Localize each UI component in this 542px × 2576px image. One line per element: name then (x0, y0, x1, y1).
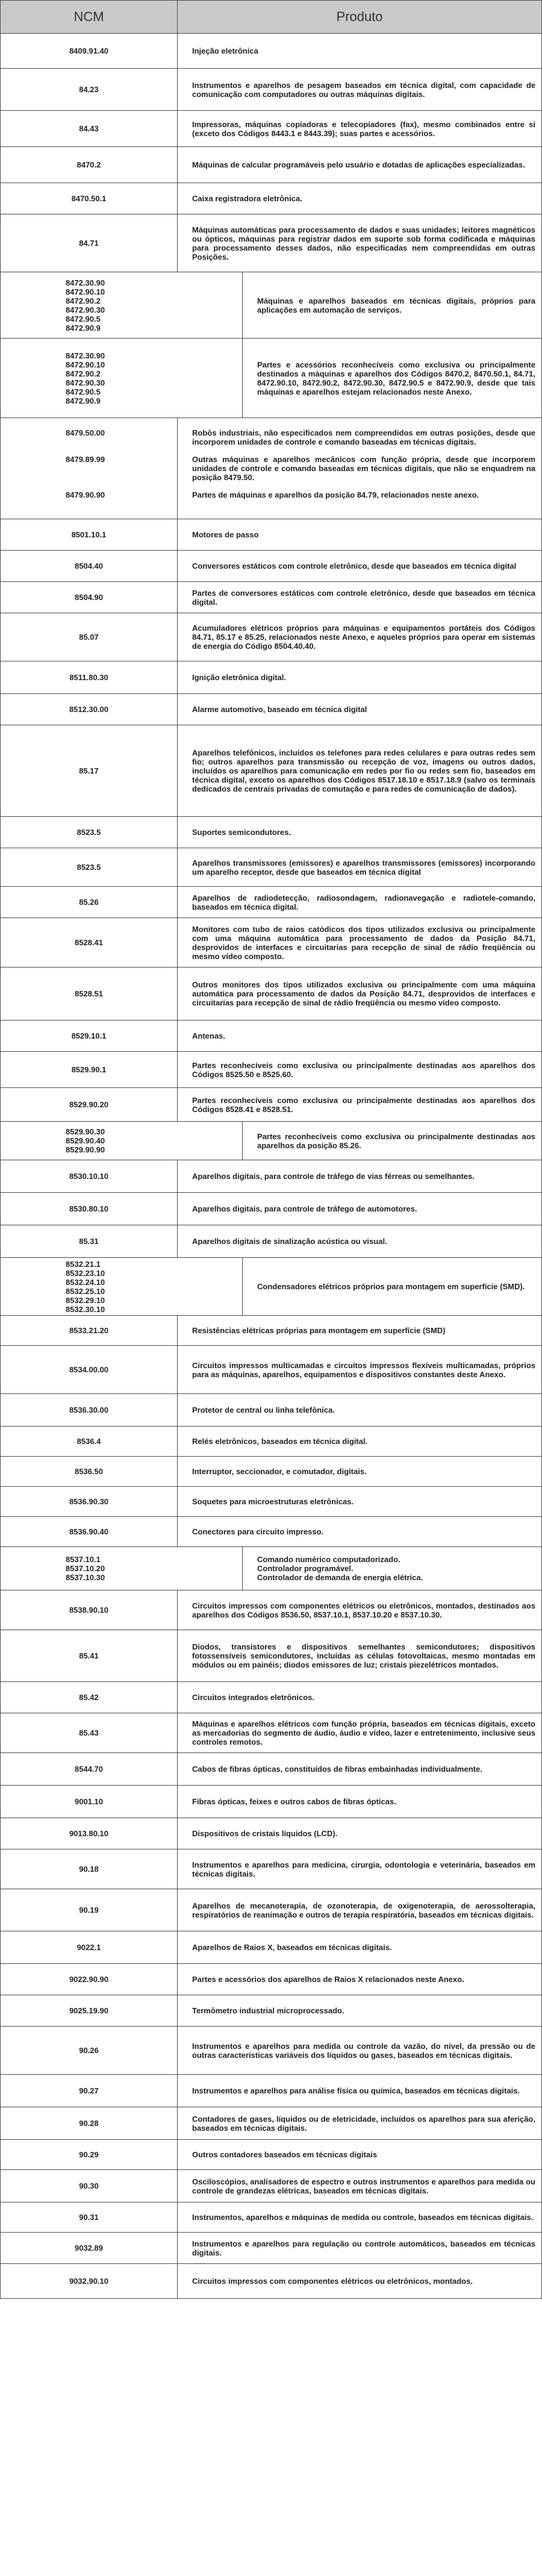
ncm-cell (1, 1316, 178, 1345)
produto-text: Partes e acessórios reconhecíveis como exclusiva ou principalmente destinados a máquinas e aparelhos dos Códigos 8470.2, 8470.50.1, 84.71, 8472.90.10, 8472.90.2, 8472.90.30, 8472.90.5 e 8472.90.9, desde que tais máquinas e aparelhos estejam relacionados neste Anexo. (257, 360, 535, 396)
ncm-code: 8529.10.1 (71, 1031, 107, 1040)
ncm-cell (1, 613, 178, 661)
ncm-cell (1, 1995, 178, 2026)
produto-cell (243, 272, 541, 338)
ncm-code: 8479.50.00 (66, 428, 105, 437)
ncm-cell (1, 1786, 178, 1818)
ncm-code: 9013.80.10 (69, 1829, 109, 1838)
produto-text: Circuitos impressos com componentes elétricos ou eletrônicos, montados, destinados aos aparelhos dos Códigos 8536.50, 8537.10.1, 8537.10.20 e 8537.10.30. (192, 1601, 535, 1619)
produto-cell (178, 848, 541, 886)
table-row (0, 817, 542, 848)
table-row (0, 661, 542, 694)
ncm-code: 8529.90.20 (69, 1100, 109, 1109)
ncm-cell (1, 918, 178, 967)
produto-cell (178, 1052, 541, 1087)
produto-cell (178, 694, 541, 725)
produto-cell (178, 2107, 541, 2139)
produto-cell (178, 519, 541, 550)
ncm-cell (1, 887, 178, 918)
ncm-cell (1, 1682, 178, 1713)
produto-cell (178, 2170, 541, 2202)
ncm-cell (1, 1849, 178, 1889)
ncm-code: 8472.30.90 8472.90.10 8472.90.2 8472.90.30 8472.90.5 8472.90.9 (66, 278, 105, 333)
ncm-cell (1, 1021, 178, 1051)
produto-cell (178, 1630, 541, 1681)
produto-cell (178, 1225, 541, 1257)
ncm-cell (1, 1088, 178, 1121)
table-row (0, 272, 542, 339)
produto-cell (178, 968, 541, 1020)
produto-text: Máquinas e aparelhos baseados em técnicas digitais, próprios para aplicações em automação de serviços. (257, 296, 535, 314)
header-ncm: NCM (1, 1, 178, 33)
produto-cell (178, 2027, 541, 2074)
ncm-cell (1, 147, 178, 183)
produto-cell (178, 817, 541, 848)
table-row (0, 1457, 542, 1487)
produto-text: Instrumentos e aparelhos para medicina, cirurgia, odontologia e veterinária, baseados em técnicas digitais. (192, 1860, 535, 1878)
ncm-cell (1, 1487, 178, 1516)
table-row (0, 2170, 542, 2202)
produto-cell (178, 1160, 541, 1192)
produto-cell (243, 339, 541, 417)
ncm-code: 90.28 (79, 2119, 99, 2128)
table-row (0, 1753, 542, 1786)
table-row (0, 918, 542, 968)
table-row (0, 1517, 542, 1547)
table-row (0, 848, 542, 887)
ncm-cell (1, 1160, 178, 1192)
table-row (0, 1786, 542, 1818)
produto-cell (178, 582, 541, 613)
produto-cell (178, 1427, 541, 1456)
ncm-code: 8470.2 (76, 160, 101, 169)
table-row (0, 613, 542, 661)
table-row (0, 1258, 542, 1316)
ncm-code: 8529.90.30 8529.90.40 8529.90.90 (66, 1127, 105, 1154)
produto-cell (178, 1786, 541, 1818)
ncm-code: 90.18 (79, 1865, 99, 1874)
produto-text: Alarme automotivo, baseado em técnica digital (192, 705, 367, 714)
produto-cell (178, 2233, 541, 2263)
ncm-cell (1, 1052, 178, 1087)
ncm-cell (1, 1630, 178, 1681)
table-row (0, 1590, 542, 1630)
ncm-code: 8501.10.1 (71, 530, 107, 539)
table-row (0, 1931, 542, 1964)
produto-text: Interruptor, seccionador, e comutador, digitais. (192, 1467, 367, 1476)
produto-text: Condensadores elétricos próprios para montagem em superfície (SMD). (257, 1282, 525, 1291)
ncm-cell (1, 1547, 243, 1590)
produto-text: Cabos de fibras ópticas, constituídos de fibras embainhadas individualmente. (192, 1765, 482, 1774)
table-row (0, 2027, 542, 2075)
table-row (0, 1225, 542, 1258)
produto-cell (178, 1346, 541, 1393)
produto-text: Aparelhos digitais de sinalização acústica ou visual. (192, 1237, 387, 1246)
produto-cell (178, 887, 541, 918)
ncm-code: 8504.90 (75, 593, 103, 602)
produto-cell (178, 111, 541, 146)
produto-cell (178, 1316, 541, 1345)
produto-cell (178, 918, 541, 967)
ncm-cell (1, 2075, 178, 2107)
produto-text: Dispositivos de cristais líquidos (LCD). (192, 1829, 338, 1838)
produto-text: Suportes semicondutores. (192, 828, 291, 837)
ncm-code: 8536.90.30 (69, 1497, 109, 1506)
produto-cell (178, 2264, 541, 2298)
ncm-cell (1, 418, 178, 519)
ncm-code: 8532.21.1 8532.23.10 8532.24.10 8532.25.10 8532.29.10 8532.30.10 (66, 1259, 105, 1314)
produto-text: Aparelhos digitais, para controle de tráfego de automotores. (192, 1204, 417, 1213)
ncm-cell (1, 1193, 178, 1225)
produto-cell (178, 661, 541, 693)
ncm-code: 8523.5 (76, 828, 101, 837)
produto-text: Aparelhos de Raios X, baseados em técnicas digitais. (192, 1943, 392, 1952)
ncm-cell (1, 1122, 243, 1160)
ncm-code: 8536.4 (76, 1437, 101, 1446)
produto-cell (178, 2202, 541, 2232)
ncm-code: 85.17 (79, 766, 99, 775)
produto-text: Máquinas automáticas para processamento de dados e suas unidades; leitores magnéticos ou ópticos, máquinas para registrar dados em suporte sob forma codificada e máquinas para processamento desses dados, não especificadas nem compreendidas em outras Posições. (192, 225, 535, 261)
table-row (0, 1427, 542, 1457)
table-row (0, 111, 542, 147)
produto-text: Instrumentos e aparelhos de pesagem baseados em técnica digital, com capacidade de comunicação com computadores ou outras máquinas digitais. (192, 80, 535, 99)
table-row (0, 147, 542, 183)
table-row (0, 34, 542, 69)
table-row (0, 214, 542, 272)
ncm-code: 90.27 (79, 2086, 99, 2095)
table-row (0, 2107, 542, 2140)
produto-text: Injeção eletrônica (192, 46, 258, 55)
ncm-cell (1, 1394, 178, 1426)
produto-text: Máquinas de calcular programáveis pelo usuário e dotadas de aplicações especializadas. (192, 160, 525, 169)
ncm-cell (1, 2107, 178, 2139)
ncm-code: 90.29 (79, 2150, 99, 2159)
ncm-cell (1, 551, 178, 581)
table-row (0, 1021, 542, 1052)
produto-text: Partes reconhecíveis como exclusiva ou principalmente destinadas aos aparelhos dos Códigos 8525.50 e 8525.60. (192, 1060, 535, 1079)
ncm-code: 8533.21.20 (69, 1326, 109, 1335)
table-row (0, 2233, 542, 2264)
ncm-cell (1, 1713, 178, 1752)
header-produto: Produto (178, 1, 541, 33)
table-row (0, 1160, 542, 1193)
ncm-code: 8530.80.10 (69, 1204, 109, 1213)
ncm-code: 8523.5 (76, 863, 101, 872)
ncm-code: 9022.90.90 (69, 1975, 109, 1984)
ncm-cell (1, 183, 178, 214)
ncm-cell (1, 2140, 178, 2169)
produto-text: Impressoras, máquinas copiadoras e telecopiadores (fax), mesmo combinados entre si (exceto dos Códigos 8443.1 e 8443.39); suas partes e acessórios. (192, 119, 535, 138)
ncm-cell (1, 34, 178, 68)
produto-text: Relés eletrônicos, baseados em técnica digital. (192, 1437, 368, 1446)
ncm-cell (1, 519, 178, 550)
produto-cell (178, 1193, 541, 1225)
ncm-code: 8536.90.40 (69, 1527, 109, 1536)
table-row (0, 582, 542, 613)
ncm-cell (1, 1427, 178, 1456)
produto-text: Partes reconhecíveis como exclusiva ou principalmente destinadas aos aparelhos da posição 85.26. (257, 1131, 535, 1150)
ncm-code: 90.19 (79, 1905, 99, 1915)
produto-cell (178, 1590, 541, 1630)
ncm-cell (1, 2170, 178, 2202)
ncm-cell (1, 1225, 178, 1257)
ncm-cell (1, 339, 243, 417)
ncm-cell (1, 2027, 178, 2074)
table-row (0, 1193, 542, 1225)
table-row (0, 1547, 542, 1590)
produto-cell (178, 1517, 541, 1546)
ncm-code: 9025.19.90 (69, 2006, 109, 2015)
table-row (0, 1849, 542, 1889)
ncm-code: 85.31 (79, 1237, 99, 1246)
table-row (0, 1394, 542, 1427)
ncm-code: 8537.10.1 8537.10.20 8537.10.30 (66, 1555, 105, 1582)
produto-cell (178, 2075, 541, 2107)
produto-text: Partes e acessórios dos aparelhos de Raios X relacionados neste Anexo. (192, 1975, 464, 1984)
ncm-cell (1, 1457, 178, 1486)
produto-text: Robôs industriais, não especificados nem compreendidos em outras posições, desde que incorporem unidades de controle e comando baseadas em técnicas digitais. (192, 428, 535, 446)
produto-cell (178, 1021, 541, 1051)
produto-text: Instrumentos, aparelhos e máquinas de medida ou controle, baseados em técnicas digitais. (192, 2213, 534, 2222)
ncm-code: 84.71 (79, 239, 99, 248)
table-row (0, 1995, 542, 2027)
ncm-code: 8409.91.40 (69, 46, 109, 55)
ncm-code: 90.26 (79, 2046, 99, 2055)
produto-cell (178, 214, 541, 272)
table-row (0, 551, 542, 582)
produto-text: Protetor de central ou linha telefônica. (192, 1405, 335, 1415)
ncm-code: 85.41 (79, 1651, 99, 1660)
ncm-code: 8479.89.99 (66, 455, 105, 464)
produto-text: Partes de máquinas e aparelhos da posição 84.79, relacionados neste anexo. (192, 490, 479, 499)
produto-text: Outras máquinas e aparelhos mecânicos com função própria, desde que incorporem unidades de controle e comando baseadas em técnicas digitais, que não se enquadrem na posição 8479.50. (192, 455, 535, 482)
produto-cell (178, 1394, 541, 1426)
produto-cell (178, 551, 541, 581)
ncm-cell (1, 1889, 178, 1931)
produto-text: Termômetro industrial microprocessado. (192, 2006, 344, 2015)
produto-text: Outros contadores baseados em técnicas digitais (192, 2150, 378, 2159)
table-row (0, 1889, 542, 1931)
produto-cell (178, 34, 541, 68)
ncm-cell (1, 1964, 178, 1995)
produto-text: Conversores estáticos com controle eletrônico, desde que baseados em técnica digital (192, 561, 517, 571)
ncm-cell (1, 1590, 178, 1630)
produto-cell (243, 1547, 541, 1590)
produto-cell (178, 2140, 541, 2169)
produto-text: Soquetes para microestruturas eletrônicas. (192, 1497, 354, 1506)
ncm-cell (1, 111, 178, 146)
table-row (0, 1088, 542, 1122)
ncm-code: 8538.90.10 (69, 1605, 109, 1615)
ncm-code: 9032.90.10 (69, 2277, 109, 2286)
produto-cell (178, 418, 541, 519)
produto-text: Contadores de gases, líquidos ou de eletricidade, incluídos os aparelhos para sua aferição, baseados em técnicas digitais. (192, 2114, 535, 2133)
ncm-cell (1, 1931, 178, 1963)
produto-text: Ignição eletrônica digital. (192, 673, 287, 682)
table-body (0, 34, 542, 2299)
table-row (0, 1052, 542, 1088)
produto-text: Circuitos integrados eletrônicos. (192, 1693, 314, 1702)
produto-cell (178, 1889, 541, 1931)
ncm-code: 8528.41 (75, 938, 103, 947)
produto-cell (178, 1088, 541, 1121)
table-row (0, 1713, 542, 1753)
produto-text: Diodos, transistores e dispositivos semelhantes semicondutores; dispositivos fotossensíveis semicondutores, incluídas as células fotovoltaicas, mesmo montadas em módulos ou em painéis; diodos emissores de luz; cristais piezelétricos montados. (192, 1642, 535, 1669)
produto-cell (178, 1487, 541, 1516)
ncm-code: 85.42 (79, 1693, 99, 1702)
produto-cell (178, 1457, 541, 1486)
produto-cell (178, 613, 541, 661)
ncm-cell (1, 694, 178, 725)
produto-cell (178, 1818, 541, 1849)
ncm-code: 84.43 (79, 124, 99, 133)
table-row (0, 2140, 542, 2170)
ncm-cell (1, 582, 178, 613)
produto-text: Aparelhos de radiodetecção, radiosondagem, radionavegação e radiotele-comando, baseados em técnica digital. (192, 893, 535, 911)
produto-cell (178, 1753, 541, 1785)
produto-cell (178, 1931, 541, 1963)
ncm-code: 8511.80.30 (69, 673, 108, 682)
produto-cell (178, 1849, 541, 1889)
produto-text: Aparelhos digitais, para controle de tráfego de vias férreas ou semelhantes. (192, 1172, 475, 1181)
produto-cell (178, 1682, 541, 1713)
produto-text: Instrumentos e aparelhos para regulação ou controle automáticos, baseados em técnicas digitais. (192, 2239, 535, 2257)
ncm-cell (1, 725, 178, 816)
produto-text: Monitores com tubo de raios catódicos dos tipos utilizados exclusiva ou principalmente com uma máquina automática para processamento de dados da Posição 84.71, desprovidos de interfaces e circuitarias para recepção de sinal de rádio freqüência ou mesmo vídeo composto. (192, 924, 535, 961)
ncm-cell (1, 848, 178, 886)
produto-text: Aparelhos transmissores (emissores) e aparelhos transmissores (emissores) incorporando um aparelho receptor, desde que baseados em técnica digital (192, 858, 535, 877)
produto-cell (178, 1995, 541, 2026)
produto-text: Circuitos impressos com componentes elétricos ou eletrônicos, montados. (192, 2277, 473, 2286)
produto-text: Outros monitores dos tipos utilizados exclusiva ou principalmente com uma máquina automática para processamento de dados da Posição 84.71, desprovidos de interfaces e circuitarias para recepção de sinal de rádio freqüência ou mesmo vídeo composto. (192, 980, 535, 1007)
ncm-cell (1, 2264, 178, 2298)
ncm-code: 8470.50.1 (71, 194, 107, 203)
produto-text: Aparelhos telefônicos, incluídos os telefones para redes celulares e para outras redes sem fio; outros aparelhos para transmissão ou recepção de voz, imagens ou outros dados, incluídos os aparelhos para comunicação em redes por fio ou redes sem fio, baseados em técnica digital, exceto os aparelhos dos Códigos 8517.18.10 e 8517.18.9 (salvo os terminais dedicados de centrais privadas de comutação e para redes de comunicação de dados). (192, 748, 535, 793)
table-row (0, 519, 542, 551)
table-row (0, 1122, 542, 1160)
table-row (0, 1346, 542, 1394)
ncm-code: 8504.40 (75, 561, 103, 571)
produto-text: Máquinas e aparelhos elétricos com função própria, baseados em técnicas digitais, exceto as mercadorias do segmento de áudio, áudio e vídeo, lazer e entretenimento, inclusive seus controles remotos. (192, 1719, 535, 1746)
produto-cell (178, 69, 541, 110)
ncm-code: 9032.89 (75, 2243, 103, 2252)
produto-text: Circuitos impressos multicamadas e circuitos impressos flexíveis multicamadas, próprios para as máquinas, aparelhos, equipamentos e dispositivos constantes deste Anexo. (192, 1360, 535, 1379)
table-row (0, 694, 542, 725)
ncm-code: 8544.70 (75, 1765, 103, 1774)
ncm-cell (1, 661, 178, 693)
produto-cell (243, 1258, 541, 1315)
ncm-code: 90.31 (79, 2213, 99, 2222)
ncm-code: 85.43 (79, 1728, 99, 1737)
ncm-code: 8530.10.10 (69, 1172, 109, 1181)
produto-cell (243, 1122, 541, 1160)
table-row (0, 968, 542, 1021)
produto-cell (178, 147, 541, 183)
ncm-code: 8536.50 (75, 1467, 103, 1476)
ncm-cell (1, 2202, 178, 2232)
ncm-code: 85.07 (79, 633, 99, 642)
table-row (0, 1487, 542, 1517)
ncm-cell (1, 2233, 178, 2263)
ncm-code: 8512.30.00 (69, 705, 109, 714)
ncm-code: 8528.51 (75, 989, 103, 998)
ncm-code: 9022.1 (76, 1943, 101, 1952)
ncm-cell (1, 1818, 178, 1849)
table-header (0, 0, 542, 34)
table-row (0, 1964, 542, 1995)
ncm-code: 8536.30.00 (69, 1405, 109, 1415)
produto-cell (178, 1713, 541, 1752)
ncm-code: 8529.90.1 (71, 1065, 107, 1074)
ncm-cell (1, 1258, 243, 1315)
ncm-cell (1, 817, 178, 848)
table-row (0, 183, 542, 214)
ncm-code: 8472.30.90 8472.90.10 8472.90.2 8472.90.30 8472.90.5 8472.90.9 (66, 351, 105, 405)
table-row (0, 1316, 542, 1346)
produto-text: Instrumentos e aparelhos para medida ou controle da vazão, do nível, da pressão ou de outras características variáveis dos líquidos ou gases, baseados em técnicas digitais. (192, 2041, 535, 2060)
ncm-cell (1, 1753, 178, 1785)
table-row (0, 1682, 542, 1713)
ncm-cell (1, 272, 243, 338)
produto-text: Acumuladores elétricos próprios para máquinas e equipamentos portáteis dos Códigos 84.71, 85.17 e 85.25, relacionados neste Anexo, e aqueles próprios para operar em sistemas de energia do Código 8504.40.40. (192, 624, 535, 651)
ncm-cell (1, 214, 178, 272)
table-row (0, 2075, 542, 2107)
ncm-code: 8479.90.90 (66, 490, 105, 499)
produto-text: Antenas. (192, 1031, 225, 1040)
produto-text: Partes reconhecíveis como exclusiva ou principalmente destinadas aos aparelhos dos Códigos 8528.41 e 8528.51. (192, 1095, 535, 1114)
produto-text: Caixa registradora eletrônica. (192, 194, 302, 203)
produto-cell (178, 1964, 541, 1995)
ncm-code: 9001.10 (75, 1797, 103, 1806)
ncm-code: 90.30 (79, 2181, 99, 2190)
table-row (0, 69, 542, 111)
table-row (0, 339, 542, 418)
ncm-code: 84.23 (79, 85, 99, 94)
produto-text: Fibras ópticas, feixes e outros cabos de fibras ópticas. (192, 1797, 396, 1806)
produto-text: Aparelhos de mecanoterapia, de ozonoterapia, de oxigenoterapia, de aerossolterapia, respiratórios de reanimação e outros de terapia respiratória, baseados em técnicas digitais. (192, 1901, 535, 1919)
produto-text: Comando numérico computadorizado. Controlador programável. Controlador de demanda de energia elétrica. (257, 1555, 423, 1582)
produto-text: Conectores para circuito impresso. (192, 1527, 324, 1536)
produto-cell (178, 183, 541, 214)
ncm-code: 8534.00.00 (69, 1365, 109, 1374)
produto-cell (178, 725, 541, 816)
ncm-cell (1, 1517, 178, 1546)
table-row (0, 1630, 542, 1682)
produto-text: Partes de conversores estáticos com controle eletrônico, desde que baseados em técnica digital. (192, 588, 535, 607)
produto-text: Osciloscópios, analisadores de espectro e outros instrumentos e aparelhos para medida ou controle de grandezas elétricas, baseados em técnicas digitais. (192, 2177, 535, 2195)
ncm-code: 85.26 (79, 898, 99, 907)
table-row (0, 2264, 542, 2299)
ncm-cell (1, 69, 178, 110)
table-row (0, 725, 542, 817)
produto-text: Resistências elétricas próprias para montagem em superfície (SMD) (192, 1326, 446, 1335)
produto-text: Motores de passo (192, 530, 259, 539)
ncm-cell (1, 1346, 178, 1393)
ncm-cell (1, 968, 178, 1020)
produto-text: Instrumentos e aparelhos para análise física ou química, baseados em técnicas digitais. (192, 2086, 520, 2095)
table-row (0, 418, 542, 519)
table-row (0, 2202, 542, 2233)
table-row (0, 1818, 542, 1849)
table-row (0, 887, 542, 918)
